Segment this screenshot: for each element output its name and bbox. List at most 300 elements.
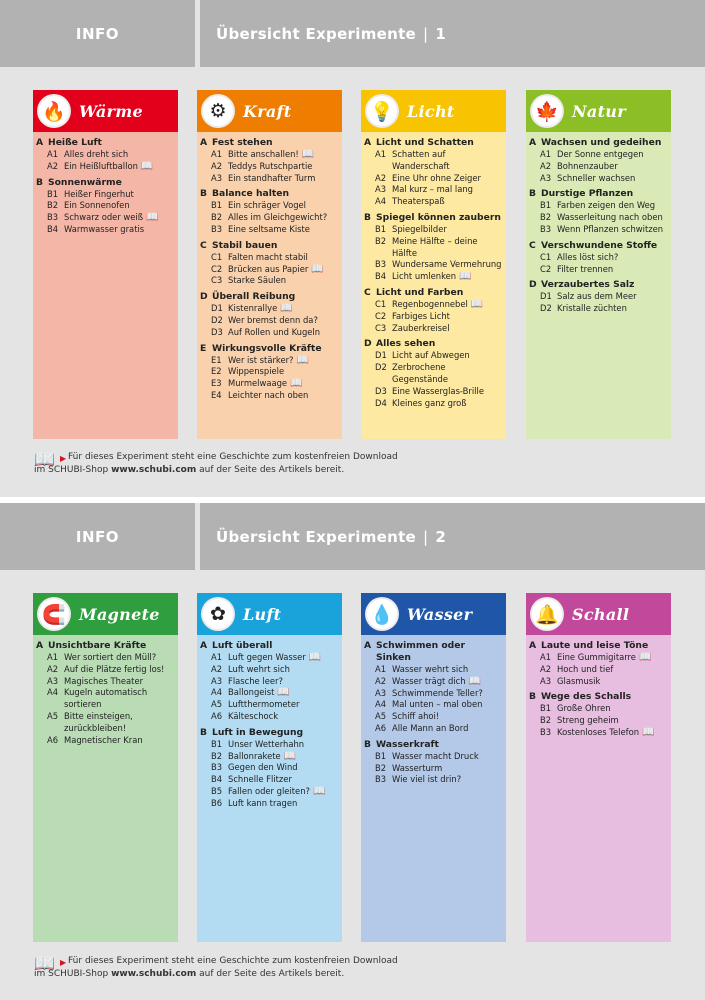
- experiment-text: [228, 264, 339, 276]
- experiment-item: [529, 652, 668, 664]
- experiment-text: [64, 224, 175, 236]
- experiment-item: [200, 303, 339, 315]
- experiment-code: B3: [375, 259, 387, 270]
- group-name: Überall Reibung: [212, 291, 296, 303]
- group-heading: [200, 640, 339, 652]
- experiment-name: Hoch und tief: [557, 663, 614, 674]
- experiment-text: [64, 676, 175, 688]
- experiment-item: [200, 687, 339, 699]
- topic-card-natur: [526, 90, 671, 439]
- experiment-code: A6: [375, 722, 387, 733]
- group-letter: B: [364, 738, 372, 750]
- experiment-code: B2: [47, 200, 59, 211]
- book-icon: 📖: [301, 149, 315, 160]
- experiment-code: B2: [540, 212, 552, 223]
- experiment-name: Teddys Rutschpartie: [228, 160, 313, 171]
- experiment-code: B1: [375, 750, 387, 761]
- topic-card-licht: [361, 90, 506, 439]
- experiment-text: [392, 271, 503, 283]
- experiment-name: Magisches Theater: [64, 675, 144, 686]
- experiment-code: A4: [211, 687, 223, 698]
- experiment-text: [228, 355, 339, 367]
- experiment-code: A3: [375, 184, 387, 195]
- experiment-code: A5: [211, 699, 223, 710]
- experiment-code: B3: [375, 774, 387, 785]
- group-heading: [529, 279, 668, 291]
- lightbulb-icon: 💡: [365, 94, 399, 128]
- topic-card-title: Wärme: [79, 101, 143, 121]
- experiment-text: [64, 735, 175, 747]
- book-icon: 📖: [638, 652, 652, 663]
- group-name: Wachsen und gedeihen: [541, 137, 662, 148]
- footer-url[interactable]: www.schubi.com: [111, 969, 197, 979]
- experiment-text: [228, 212, 339, 224]
- experiment-item: [200, 327, 339, 339]
- experiment-name: Alles dreht sich: [64, 149, 129, 159]
- topic-card-title: Luft: [243, 604, 282, 624]
- experiment-name: Wenn Pflanzen schwitzen: [557, 223, 664, 234]
- experiment-text: [228, 161, 339, 173]
- topic-card-header: [197, 90, 342, 132]
- experiment-code: A2: [375, 675, 387, 686]
- group-heading: [529, 691, 668, 703]
- experiment-item: [36, 687, 175, 711]
- experiment-name: Eine Uhr ohne Zeiger: [392, 172, 481, 183]
- group-name: Balance halten: [212, 188, 290, 200]
- experiment-name: Brücken aus Papier: [228, 263, 309, 274]
- experiment-code: C1: [375, 298, 387, 309]
- experiment-name: Eine Gummigitarre: [557, 652, 636, 662]
- group-letter: B: [200, 188, 208, 200]
- experiment-name: Wundersame Vermehrung: [392, 259, 502, 270]
- topic-card-title: Licht: [407, 101, 455, 121]
- experiment-item: [529, 200, 668, 212]
- experiment-text: [228, 798, 339, 810]
- book-icon: 📖: [277, 687, 290, 699]
- group-letter: D: [364, 338, 372, 350]
- footer-text: Für dieses Experiment steht eine Geschichte zum kostenfreien Download: [68, 956, 398, 966]
- experiment-text: [392, 311, 503, 323]
- experiment-text: [392, 362, 503, 386]
- experiment-text: [557, 676, 668, 688]
- experiment-text: [392, 236, 503, 260]
- experiment-code: B2: [540, 715, 552, 726]
- experiment-code: A5: [375, 711, 387, 722]
- info-label: INFO: [75, 24, 120, 43]
- experiment-code: B3: [211, 762, 223, 773]
- experiment-item: [364, 173, 503, 185]
- experiment-code: C2: [211, 263, 223, 274]
- experiment-item: [364, 362, 503, 386]
- experiment-name: Leichter nach oben: [228, 389, 309, 400]
- experiment-name: Falten macht stabil: [228, 251, 308, 262]
- experiment-code: B4: [47, 223, 59, 234]
- experiment-code: A2: [211, 160, 223, 171]
- section-number: 2: [435, 527, 447, 546]
- experiment-text: [228, 327, 339, 339]
- group-letter: C: [364, 286, 371, 298]
- experiment-name: Schnelle Flitzer: [228, 774, 292, 785]
- experiment-group: [529, 137, 668, 184]
- experiment-item: [529, 727, 668, 739]
- experiment-text: [392, 173, 503, 185]
- experiment-item: [364, 386, 503, 398]
- topic-card-body: [361, 635, 506, 786]
- experiment-item: [36, 189, 175, 201]
- info-label: INFO: [75, 527, 120, 546]
- experiment-item: [529, 703, 668, 715]
- experiment-text: [64, 711, 175, 735]
- experiment-text: [392, 688, 503, 700]
- topic-card-body: [197, 132, 342, 402]
- experiment-code: B5: [211, 785, 223, 796]
- experiment-name: Alles löst sich?: [557, 251, 619, 262]
- experiment-code: C1: [211, 251, 223, 262]
- group-letter: A: [529, 640, 537, 651]
- experiment-item: [200, 652, 339, 664]
- experiment-name: Wasser macht Druck: [392, 750, 479, 761]
- experiment-item: [529, 224, 668, 236]
- experiment-code: A1: [540, 149, 552, 159]
- book-icon: 📖: [146, 212, 159, 224]
- group-heading: [529, 240, 668, 252]
- experiment-name: Mal kurz – mal lang: [392, 184, 473, 195]
- experiment-text: [64, 687, 175, 711]
- group-name: Wasserkraft: [376, 738, 439, 750]
- experiment-item: [364, 224, 503, 236]
- experiment-item: [529, 291, 668, 303]
- experiment-text: [392, 184, 503, 196]
- experiment-code: D2: [211, 314, 223, 325]
- experiment-text: [392, 196, 503, 208]
- experiment-text: [392, 774, 503, 786]
- group-letter: B: [529, 188, 537, 200]
- book-icon: 📖: [290, 378, 303, 390]
- experiment-item: [529, 173, 668, 185]
- experiment-item: [36, 711, 175, 735]
- experiment-text: [228, 275, 339, 287]
- experiment-text: [228, 303, 339, 315]
- experiment-code: D1: [375, 350, 387, 361]
- experiment-code: B3: [540, 726, 552, 737]
- topic-card-header: [361, 593, 506, 635]
- experiment-code: D3: [375, 385, 387, 396]
- experiment-item: [200, 212, 339, 224]
- overview-section-1: [0, 0, 705, 497]
- experiment-item: [364, 688, 503, 700]
- experiment-name: Ballongeist: [228, 687, 275, 698]
- group-name: Licht und Farben: [376, 286, 464, 298]
- experiment-item: [529, 676, 668, 688]
- experiment-text: [557, 149, 668, 161]
- experiment-text: [228, 711, 339, 723]
- experiment-item: [364, 763, 503, 775]
- experiment-name: Kistenrallye: [228, 303, 278, 314]
- experiment-text: [228, 378, 339, 390]
- experiment-code: A1: [375, 664, 387, 674]
- section-title-text: Übersicht Experimente: [216, 24, 417, 43]
- experiment-item: [200, 711, 339, 723]
- experiment-item: [200, 378, 339, 390]
- book-icon: 📖: [283, 750, 297, 762]
- group-name: Stabil bauen: [212, 239, 278, 251]
- experiment-item: [364, 271, 503, 283]
- flame-icon: 🔥: [37, 94, 71, 128]
- experiment-name: Ein schräger Vogel: [228, 200, 307, 211]
- section-title: Übersicht Experimente | 2: [200, 503, 705, 570]
- experiment-name: Licht umlenken: [392, 271, 457, 282]
- footer-shop: im SCHUBI-Shop: [34, 465, 109, 475]
- bell-icon: 🔔: [530, 597, 564, 631]
- group-heading: [364, 739, 503, 751]
- experiment-item: [529, 212, 668, 224]
- group-name: Licht und Schatten: [376, 137, 474, 148]
- experiment-name: Große Ohren: [557, 703, 611, 714]
- experiment-code: E2: [211, 366, 222, 377]
- experiment-text: [228, 687, 339, 699]
- experiment-code: C1: [540, 251, 552, 262]
- experiment-code: A2: [211, 663, 223, 674]
- experiment-name: Murmelwaage: [228, 378, 288, 389]
- topic-card-header: [361, 90, 506, 132]
- arrow-right-icon: ▶: [60, 454, 67, 463]
- experiment-item: [364, 751, 503, 763]
- experiment-code: E1: [211, 354, 222, 365]
- experiment-item: [36, 200, 175, 212]
- experiment-code: A4: [375, 196, 387, 207]
- experiment-code: A5: [47, 710, 59, 721]
- group-heading: [529, 188, 668, 200]
- experiment-code: B2: [211, 212, 223, 223]
- experiment-name: Luft gegen Wasser: [228, 652, 306, 662]
- experiment-group: [529, 691, 668, 738]
- experiment-code: C3: [211, 275, 223, 286]
- experiment-text: [392, 224, 503, 236]
- experiment-code: A3: [540, 172, 552, 183]
- experiment-name: Spiegelbilder: [392, 223, 447, 234]
- experiment-group: [364, 640, 503, 735]
- experiment-text: [392, 299, 503, 311]
- experiment-text: [228, 173, 339, 185]
- experiment-item: [200, 200, 339, 212]
- experiment-item: [200, 664, 339, 676]
- info-header: [0, 0, 195, 67]
- experiment-name: Warmwasser gratis: [64, 223, 145, 234]
- group-letter: A: [36, 137, 44, 148]
- experiment-text: [228, 786, 339, 798]
- experiment-name: Wippenspiele: [228, 366, 285, 377]
- experiment-code: A4: [375, 699, 387, 710]
- experiment-item: [364, 711, 503, 723]
- experiment-code: A2: [47, 663, 59, 674]
- experiment-name: Wer ist stärker?: [228, 354, 294, 365]
- topic-card-title: Schall: [572, 604, 630, 624]
- download-note: [34, 451, 454, 477]
- experiment-text: [392, 259, 503, 271]
- experiment-name: Kristalle züchten: [557, 303, 627, 314]
- experiment-item: [36, 161, 175, 173]
- experiment-text: [64, 652, 175, 664]
- group-heading: [200, 291, 339, 303]
- experiment-code: A1: [47, 149, 59, 159]
- experiment-name: Kleines ganz groß: [392, 397, 467, 408]
- experiment-item: [36, 735, 175, 747]
- footer-url[interactable]: www.schubi.com: [111, 465, 197, 475]
- experiment-text: [228, 664, 339, 676]
- experiment-code: D1: [211, 303, 223, 314]
- topic-card-luft: [197, 593, 342, 942]
- group-letter: B: [200, 726, 208, 738]
- experiment-name: Streng geheim: [557, 715, 619, 726]
- experiment-text: [392, 350, 503, 362]
- experiment-name: Unser Wetterhahn: [228, 738, 305, 749]
- experiment-name: Wer sortiert den Müll?: [64, 652, 157, 662]
- experiment-code: B1: [540, 200, 552, 211]
- topic-card-title: Wasser: [407, 604, 473, 624]
- experiment-name: Wer bremst denn da?: [228, 314, 318, 325]
- group-heading: [529, 640, 668, 652]
- topic-card-header: [197, 593, 342, 635]
- experiment-text: [64, 161, 175, 173]
- experiment-text: [557, 664, 668, 676]
- experiment-code: A2: [375, 172, 387, 183]
- experiment-group: [364, 338, 503, 409]
- experiment-name: Eine Wasserglas-Brille: [392, 385, 484, 396]
- experiment-text: [64, 149, 175, 161]
- experiment-item: [200, 315, 339, 327]
- experiment-text: [557, 264, 668, 276]
- experiment-group: [529, 640, 668, 687]
- experiment-text: [64, 200, 175, 212]
- experiment-text: [557, 291, 668, 303]
- experiment-text: [228, 200, 339, 212]
- topic-card-title: Magnete: [79, 604, 160, 624]
- experiment-text: [557, 224, 668, 236]
- water-drop-icon: 💧: [365, 597, 399, 631]
- topic-card-header: [33, 90, 178, 132]
- experiment-text: [228, 149, 339, 161]
- experiment-text: [392, 386, 503, 398]
- book-icon: 📖: [470, 298, 484, 310]
- experiment-item: [364, 323, 503, 335]
- book-icon: 📖: [280, 303, 293, 315]
- experiment-name: Luftthermometer: [228, 699, 300, 710]
- topic-card-body: [197, 635, 342, 810]
- group-name: Sonnenwärme: [48, 176, 122, 188]
- experiment-name: Wasserturm: [392, 762, 443, 773]
- experiment-text: [228, 315, 339, 327]
- topic-card-wärme: [33, 90, 178, 439]
- group-letter: D: [529, 279, 537, 291]
- experiment-group: [36, 137, 175, 173]
- experiment-text: [392, 699, 503, 711]
- experiment-text: [557, 652, 668, 664]
- experiment-name: Mal unten – mal oben: [392, 699, 483, 710]
- topic-card-title: Natur: [572, 101, 626, 121]
- book-icon: 📖: [642, 726, 655, 738]
- experiment-item: [36, 664, 175, 676]
- experiment-code: B6: [211, 797, 223, 808]
- group-letter: A: [200, 640, 208, 651]
- experiment-item: [529, 264, 668, 276]
- experiment-code: A2: [540, 160, 552, 171]
- book-icon: 📖: [308, 652, 322, 663]
- experiment-code: C2: [540, 263, 552, 274]
- group-heading: [364, 287, 503, 299]
- experiment-group: [200, 291, 339, 338]
- footer-text: Für dieses Experiment steht eine Geschichte zum kostenfreien Download: [68, 452, 398, 462]
- group-heading: [200, 343, 339, 355]
- experiment-item: [364, 196, 503, 208]
- experiment-code: A3: [375, 687, 387, 698]
- leaf-icon: 🍁: [530, 94, 564, 128]
- experiment-name: Glasmusik: [557, 675, 601, 686]
- experiment-code: B4: [375, 271, 387, 282]
- experiment-text: [557, 727, 668, 739]
- experiment-code: A2: [47, 160, 59, 171]
- experiment-item: [529, 715, 668, 727]
- experiment-text: [64, 212, 175, 224]
- experiment-text: [557, 161, 668, 173]
- experiment-item: [36, 224, 175, 236]
- book-icon: 📖: [34, 450, 56, 470]
- topic-card-body: [526, 635, 671, 739]
- experiment-text: [228, 224, 339, 236]
- experiment-code: A3: [47, 675, 59, 686]
- group-letter: B: [36, 176, 44, 188]
- experiment-item: [529, 664, 668, 676]
- experiment-name: Salz aus dem Meer: [557, 291, 637, 302]
- topic-card-header: [33, 593, 178, 635]
- experiment-item: [529, 149, 668, 161]
- experiment-text: [64, 189, 175, 201]
- experiment-text: [557, 200, 668, 212]
- experiment-text: [392, 398, 503, 410]
- experiment-item: [529, 252, 668, 264]
- topic-card-title: Kraft: [243, 101, 292, 121]
- experiment-name: Schwimmende Teller?: [392, 687, 483, 698]
- download-note: [34, 955, 454, 981]
- experiment-text: [392, 664, 503, 676]
- topic-card-magnete: [33, 593, 178, 942]
- experiment-item: [364, 774, 503, 786]
- experiment-item: [200, 275, 339, 287]
- experiment-text: [392, 711, 503, 723]
- experiment-group: [364, 287, 503, 334]
- experiment-group: [200, 188, 339, 235]
- experiment-group: [364, 212, 503, 283]
- experiment-text: [228, 774, 339, 786]
- experiment-name: Starke Säulen: [228, 275, 287, 286]
- group-heading: [364, 212, 503, 224]
- experiment-code: A4: [47, 687, 59, 698]
- experiment-group: [529, 188, 668, 235]
- footer-text-end: auf der Seite des Artikels bereit.: [199, 465, 345, 475]
- experiment-text: [228, 751, 339, 763]
- experiment-group: [200, 640, 339, 723]
- footer-text-end: auf der Seite des Artikels bereit.: [199, 969, 345, 979]
- group-name: Durstige Pflanzen: [541, 188, 634, 200]
- book-icon: 📖: [312, 785, 326, 797]
- experiment-name: Der Sonne entgegen: [557, 149, 644, 159]
- book-icon: 📖: [34, 954, 56, 974]
- magnet-icon: 🧲: [37, 597, 71, 631]
- experiment-item: [200, 264, 339, 276]
- experiment-code: B3: [540, 223, 552, 234]
- experiment-name: Auf Rollen und Kugeln: [228, 326, 321, 337]
- topic-card-kraft: [197, 90, 342, 439]
- experiment-name: Alles im Gleichgewicht?: [228, 212, 328, 223]
